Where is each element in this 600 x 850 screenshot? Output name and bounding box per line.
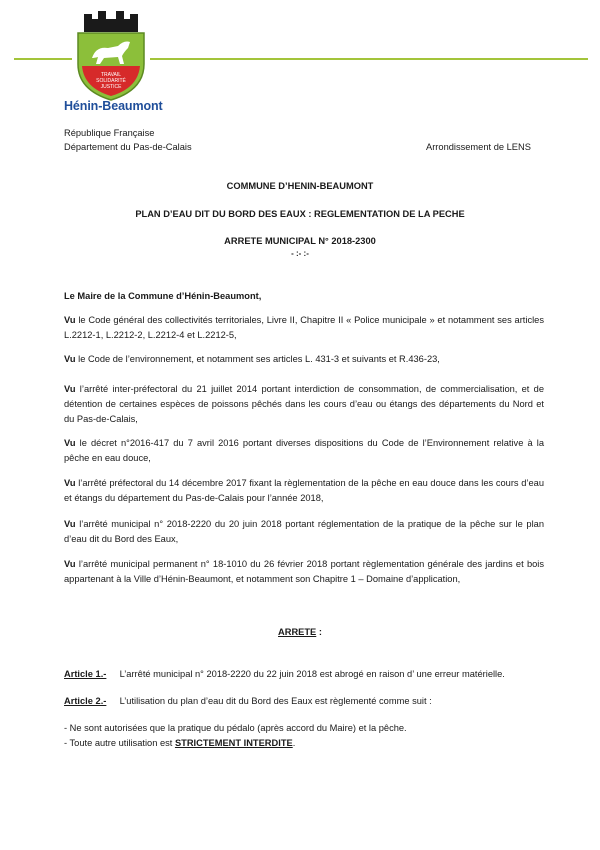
article-text: L’utilisation du plan d’eau dit du Bord des Eaux est règlementé comme suit : <box>119 696 432 706</box>
considerant-2 <box>64 352 544 367</box>
title-commune: COMMUNE D’HENIN-BEAUMONT <box>226 181 374 191</box>
vu-keyword: Vu <box>64 384 76 394</box>
considerant-1 <box>64 313 544 343</box>
considerant-7 <box>64 557 544 587</box>
header-rule-left <box>14 58 72 60</box>
town-name: Hénin-Beaumont <box>64 99 163 113</box>
considerant-text: le Code général des collectivités territoriales, Livre II, Chapitre II « Police municipale » et notamment ses articles L.2212-1, L.2212-2, L.2212-4 et L.2212-5, <box>64 315 544 340</box>
title-separator: - :- :- <box>291 249 309 258</box>
vu-keyword: Vu <box>64 438 76 448</box>
considerant-text: l’arrêté municipal permanent n° 18-1010 du 26 février 2018 portant règlementation générale des jardins et bois appartenant à la Ville d’Hénin-Beaumont, et notamment son Chapitre 1 – Domaine d’application, <box>64 559 544 584</box>
vu-keyword: Vu <box>64 559 76 569</box>
logo-motto-3: JUSTICE <box>100 84 122 90</box>
considerant-3 <box>64 382 544 427</box>
considerant-text: le décret n°2016-417 du 7 avril 2016 portant diverses dispositions du Code de l’Environnement relative à la pêche en eau douce, <box>64 438 544 463</box>
arrete-heading-label: ARRETE <box>278 627 317 637</box>
article-1 <box>64 667 544 682</box>
issuer-line-departement: Département du Pas-de-Calais <box>64 142 192 152</box>
arrondissement: Arrondissement de LENS <box>426 142 531 152</box>
bullet-tail: . <box>292 738 296 748</box>
article-label: Article 2.- <box>64 696 107 706</box>
bullet-emphasis: STRICTEMENT INTERDITE <box>174 738 293 748</box>
article-text: L’arrêté municipal n° 2018-2220 du 22 juin 2018 est abrogé en raison d’ une erreur matérielle. <box>119 669 505 679</box>
title-subject: PLAN D’EAU DIT DU BORD DES EAUX : REGLEMENTATION DE LA PECHE <box>135 209 465 219</box>
issuer-line-republique: République Française <box>64 128 155 138</box>
considerant-4 <box>64 436 544 466</box>
logo-motto-2: SOLIDARITÉ <box>96 78 126 84</box>
issuer-block <box>64 126 192 154</box>
logo-motto-1: TRAVAIL <box>100 72 122 78</box>
bullet-1: - Ne sont autorisées que la pratique du pédalo (après accord du Maire) et la pêche. <box>64 723 407 733</box>
intro-line: Le Maire de la Commune d’Hénin-Beaumont, <box>64 291 262 301</box>
bullet-text: - Toute autre utilisation est <box>64 738 175 748</box>
bullet-2 <box>64 736 544 751</box>
considerant-text: l’arrêté inter-préfectoral du 21 juillet 2014 portant interdiction de consommation, de commercialisation, et de détention de certaines espèces de poissons pêchés dans les cours d’eau ou étangs des départements du Nord et du Pas-de-Calais, <box>64 384 544 424</box>
vu-keyword: Vu <box>64 519 76 529</box>
considerant-text: le Code de l’environnement, et notamment ses articles L. 431-3 et suivants et R.436-23, <box>75 354 440 364</box>
article-2 <box>64 694 544 709</box>
vu-keyword: Vu <box>64 478 76 488</box>
considerant-text: l’arrêté municipal n° 2018-2220 du 20 juin 2018 portant réglementation de la pratique de la pêche sur le plan d’eau dit du Bord des Eaux, <box>64 519 544 544</box>
article-label: Article 1.- <box>64 669 107 679</box>
title-arrete-number: ARRETE MUNICIPAL N° 2018-2300 <box>224 236 376 246</box>
arrete-heading-colon: : <box>316 627 322 637</box>
town-crest-logo <box>72 6 150 102</box>
arrete-heading <box>0 627 600 637</box>
considerant-text: l’arrêté préfectoral du 14 décembre 2017 fixant la règlementation de la pêche en eau douce dans les cours d’eau et étangs du département du Pas-de-Calais pour l’année 2018, <box>64 478 544 503</box>
vu-keyword: Vu <box>64 315 76 325</box>
considerant-5 <box>64 476 544 506</box>
header-rule-right <box>150 58 588 60</box>
vu-keyword: Vu <box>64 354 76 364</box>
considerant-6 <box>64 517 544 547</box>
